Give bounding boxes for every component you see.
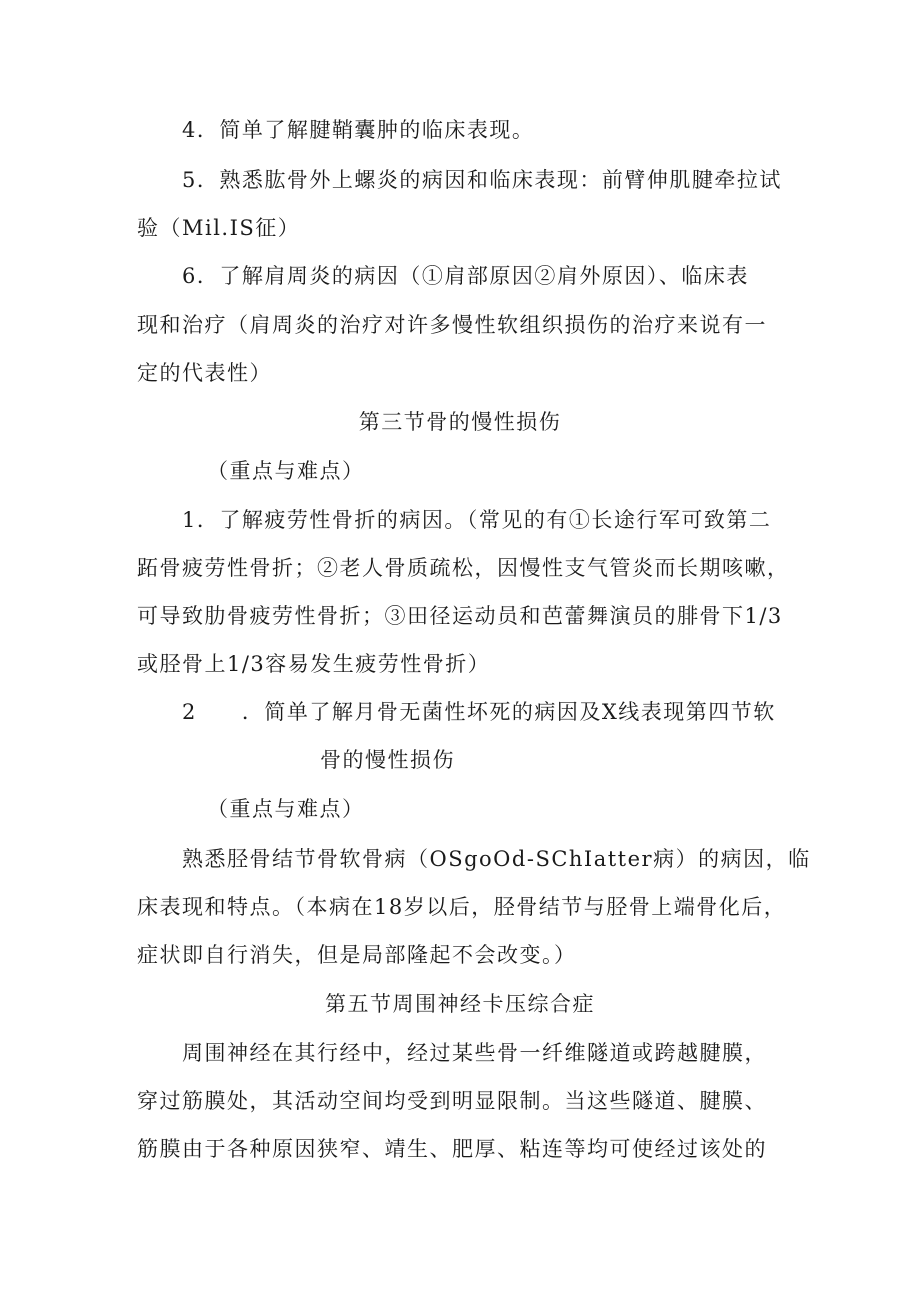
item-5-line-1: 5．熟悉肱骨外上螺炎的病因和临床表现：前臂伸肌腱牵拉试: [182, 168, 782, 192]
s3-item-2-line-1: 2 ．简单了解月骨无菌性坏死的病因及X线表现第四节软: [182, 700, 776, 724]
s3-item-2-line-2: 骨的慢性损伤: [320, 748, 455, 772]
section-3-title: 第三节骨的慢性损伤: [358, 410, 562, 434]
s4-para-line-3: 症状即自行消失，但是局部隆起不会改变。）: [137, 943, 577, 967]
s5-para-line-2: 穿过筋膜处，其活动空间均受到明显限制。当这些隧道、腱膜、: [137, 1089, 767, 1113]
s5-para-line-1: 周围神经在其行经中，经过某些骨一纤维隧道或跨越腱膜，: [182, 1041, 767, 1065]
item-6-line-3: 定的代表性）: [137, 361, 272, 385]
s4-para-line-2: 床表现和特点。（本病在18岁以后，胫骨结节与胫骨上端骨化后，: [137, 895, 787, 919]
section-4-key-points: （重点与难点）: [207, 797, 365, 821]
s3-item-1-line-4: 或胫骨上1/3容易发生疲劳性骨折）: [137, 652, 491, 676]
item-5-line-2: 验（Mil.IS征）: [137, 216, 301, 240]
item-6-line-2: 现和治疗（肩周炎的治疗对许多慢性软组织损伤的治疗来说有一: [137, 313, 767, 337]
s4-para-line-1: 熟悉胫骨结节骨软骨病（OSgoOd-SChIatter病）的病因，临: [182, 847, 811, 871]
s5-para-line-3: 筋膜由于各种原因狭窄、靖生、肥厚、粘连等均可使经过该处的: [137, 1137, 767, 1161]
item-6-line-1: 6．了解肩周炎的病因（①肩部原因②肩外原因）、临床表: [182, 264, 749, 288]
section-5-title: 第五节周围神经卡压综合症: [325, 992, 595, 1016]
s3-item-1-line-2: 跖骨疲劳性骨折；②老人骨质疏松，因慢性支气管炎而长期咳嗽，: [137, 556, 790, 580]
section-3-key-points: （重点与难点）: [207, 459, 365, 483]
s3-item-1-line-1: 1．了解疲劳性骨折的病因。（常见的有①长途行军可致第二: [182, 508, 772, 532]
item-4: 4．简单了解腱鞘囊肿的临床表现。: [182, 118, 535, 142]
s3-item-1-line-3: 可导致肋骨疲劳性骨折；③田径运动员和芭蕾舞演员的腓骨下1/3: [137, 604, 783, 628]
